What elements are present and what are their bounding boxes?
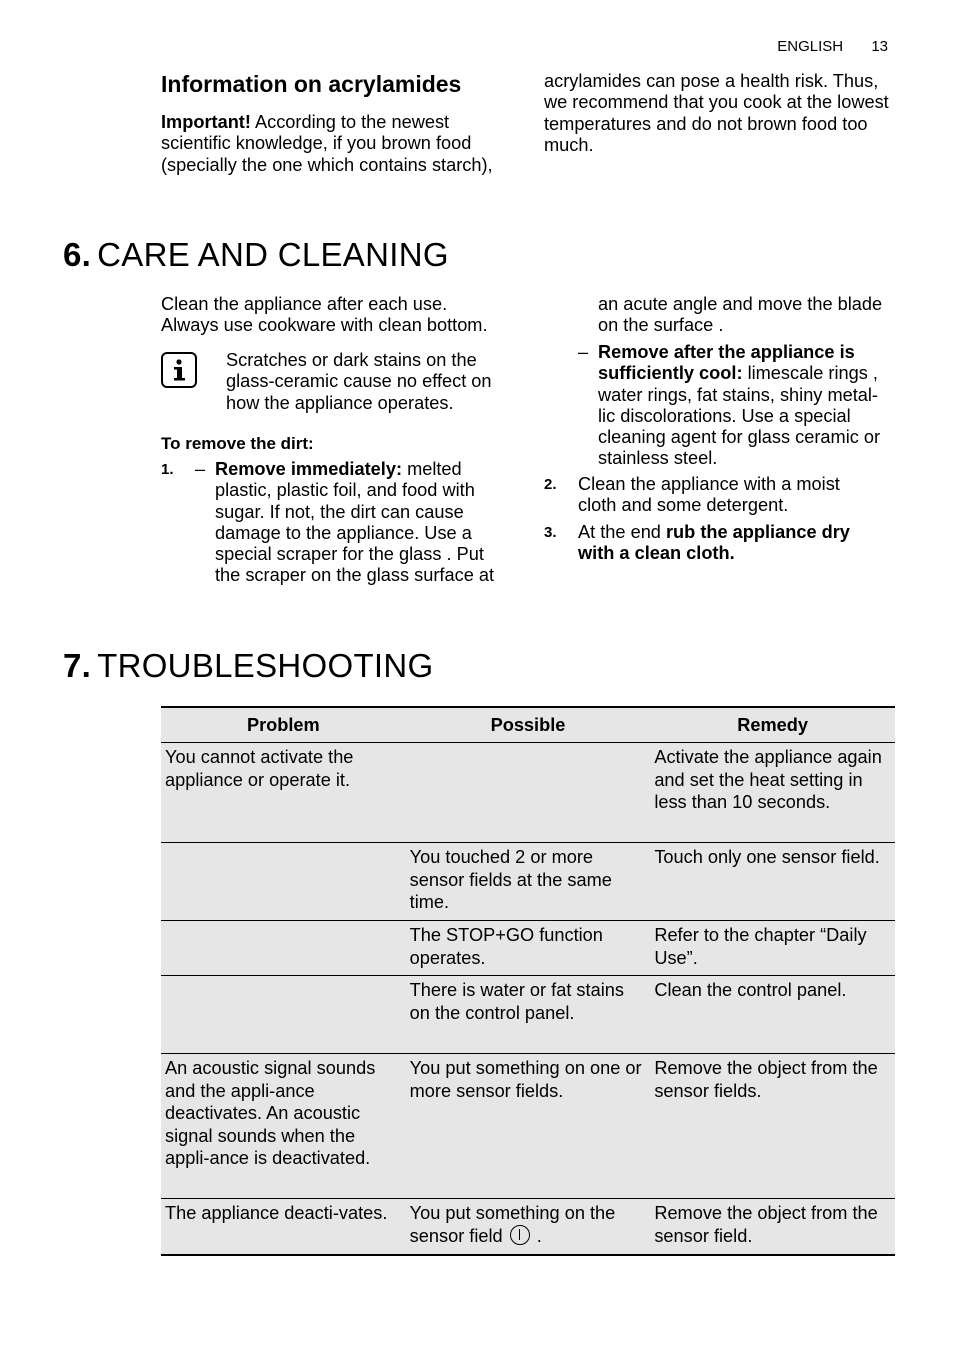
table-cell-possible-text: You put something on the sensor field: [409, 1203, 616, 1246]
trouble-section-title: [63, 647, 434, 685]
step-3-text: [578, 522, 888, 565]
important-label: Important!: [161, 112, 251, 132]
step-1-continuation: an acute angle and move the blade on the surface .: [598, 294, 883, 336]
table-cell-problem: [161, 976, 406, 1054]
step-1-number: 1.: [161, 461, 174, 478]
table-row: [161, 843, 895, 921]
power-symbol-icon: [510, 1225, 530, 1245]
step-2-text: Clean the appliance with a moist cloth and some detergent.: [578, 474, 840, 516]
remove-dirt-heading: To remove the dirt:: [161, 434, 314, 453]
table-row: [161, 1054, 895, 1199]
table-cell-remedy: Remove the object from the sensor fields.: [650, 1054, 895, 1199]
step-3-number: 3.: [544, 524, 557, 541]
table-cell-problem: The appliance deacti-vates.: [161, 1199, 406, 1255]
table-cell-possible: [406, 1199, 651, 1255]
step-1-text: [215, 459, 513, 587]
table-cell-possible: There is water or fat stains on the control panel.: [406, 976, 651, 1054]
column-header-remedy: Remedy: [650, 707, 895, 743]
table-cell-remedy: Clean the control panel.: [650, 976, 895, 1054]
table-cell-remedy: Activate the appliance again and set the heat setting in less than 10 seconds.: [650, 743, 895, 843]
table-cell-problem: [161, 921, 406, 976]
table-cell-possible-suffix: .: [531, 1225, 542, 1246]
table-cell-possible: The STOP+GO function operates.: [406, 921, 651, 976]
header-language: ENGLISH: [777, 38, 844, 55]
table-row: [161, 976, 895, 1054]
troubleshooting-table: [161, 706, 895, 1256]
step-2-number: 2.: [544, 476, 557, 493]
care-intro: [161, 294, 521, 337]
column-header-possible: Possible: [406, 707, 651, 743]
care-intro-line-1: Clean the appliance after each use.: [161, 294, 448, 314]
table-cell-possible: You put something on one or more sensor fields.: [406, 1054, 651, 1199]
step-3-body: At the end: [578, 522, 661, 542]
care-intro-line-2: Always use cookware with clean bottom.: [161, 315, 488, 336]
table-cell-possible: [406, 743, 651, 843]
table-row: [161, 743, 895, 843]
step-1-bold: Remove immediately:: [215, 459, 402, 479]
step-1b-text: [598, 342, 894, 470]
page-header: [753, 38, 888, 55]
care-section-number: 6.: [63, 236, 92, 273]
step-3-bold: rub the appliance dry with a clean cloth.: [578, 522, 850, 564]
acrylamides-text-left: [161, 112, 511, 176]
table-cell-problem: You cannot activate the appliance or operate it.: [161, 743, 406, 843]
table-cell-possible: You touched 2 or more sensor fields at the same time.: [406, 843, 651, 921]
step-1-dash: –: [195, 459, 206, 479]
step-1b-dash: –: [578, 342, 589, 362]
info-icon: [161, 352, 197, 388]
trouble-section-number: 7.: [63, 647, 92, 684]
care-section-title-text: CARE AND CLEANING: [97, 236, 449, 273]
care-section-title: [63, 236, 449, 274]
page-number: 13: [871, 38, 888, 55]
trouble-section-title-text: TROUBLESHOOTING: [97, 647, 434, 684]
table-header-row: [161, 707, 895, 743]
table-cell-problem: An acoustic signal sounds and the appli-ance deactivates. An acoustic signal sounds when the appli-ance is deactivated.: [161, 1054, 406, 1199]
table-cell-remedy: Touch only one sensor field.: [650, 843, 895, 921]
step-1b-bold: Remove after the appliance is sufficiently cool:: [598, 342, 855, 384]
info-note: Scratches or dark stains on the glass-ceramic cause no effect on how the appliance operates.: [226, 350, 492, 413]
table-row: [161, 921, 895, 976]
table-cell-remedy: Remove the object from the sensor field.: [650, 1199, 895, 1255]
acrylamides-text-left-body: According to the newest scientific knowledge, if you brown food (specially the one which contains starch),: [161, 112, 493, 175]
table-cell-remedy: Refer to the chapter “Daily Use”.: [650, 921, 895, 976]
step-1-body: melted plastic, plastic foil, and food with sugar. If not, the dirt can cause damage to the appliance. Use a special scraper for the glass . Put the scraper on the glass surface at: [215, 459, 495, 586]
acrylamides-text-right: acrylamides can pose a health risk. Thus, we recommend that you cook at the lowest temperatures and do not brown food too much.: [544, 71, 889, 155]
step-1b-body: limescale rings , water rings, fat stains, shiny metal-lic discolorations. Use a special cleaning agent for glass ceramic or stainless steel.: [598, 363, 881, 469]
column-header-problem: Problem: [161, 707, 406, 743]
acrylamides-title: Information on acrylamides: [161, 71, 462, 97]
table-cell-problem: [161, 843, 406, 921]
table-row: [161, 1199, 895, 1255]
